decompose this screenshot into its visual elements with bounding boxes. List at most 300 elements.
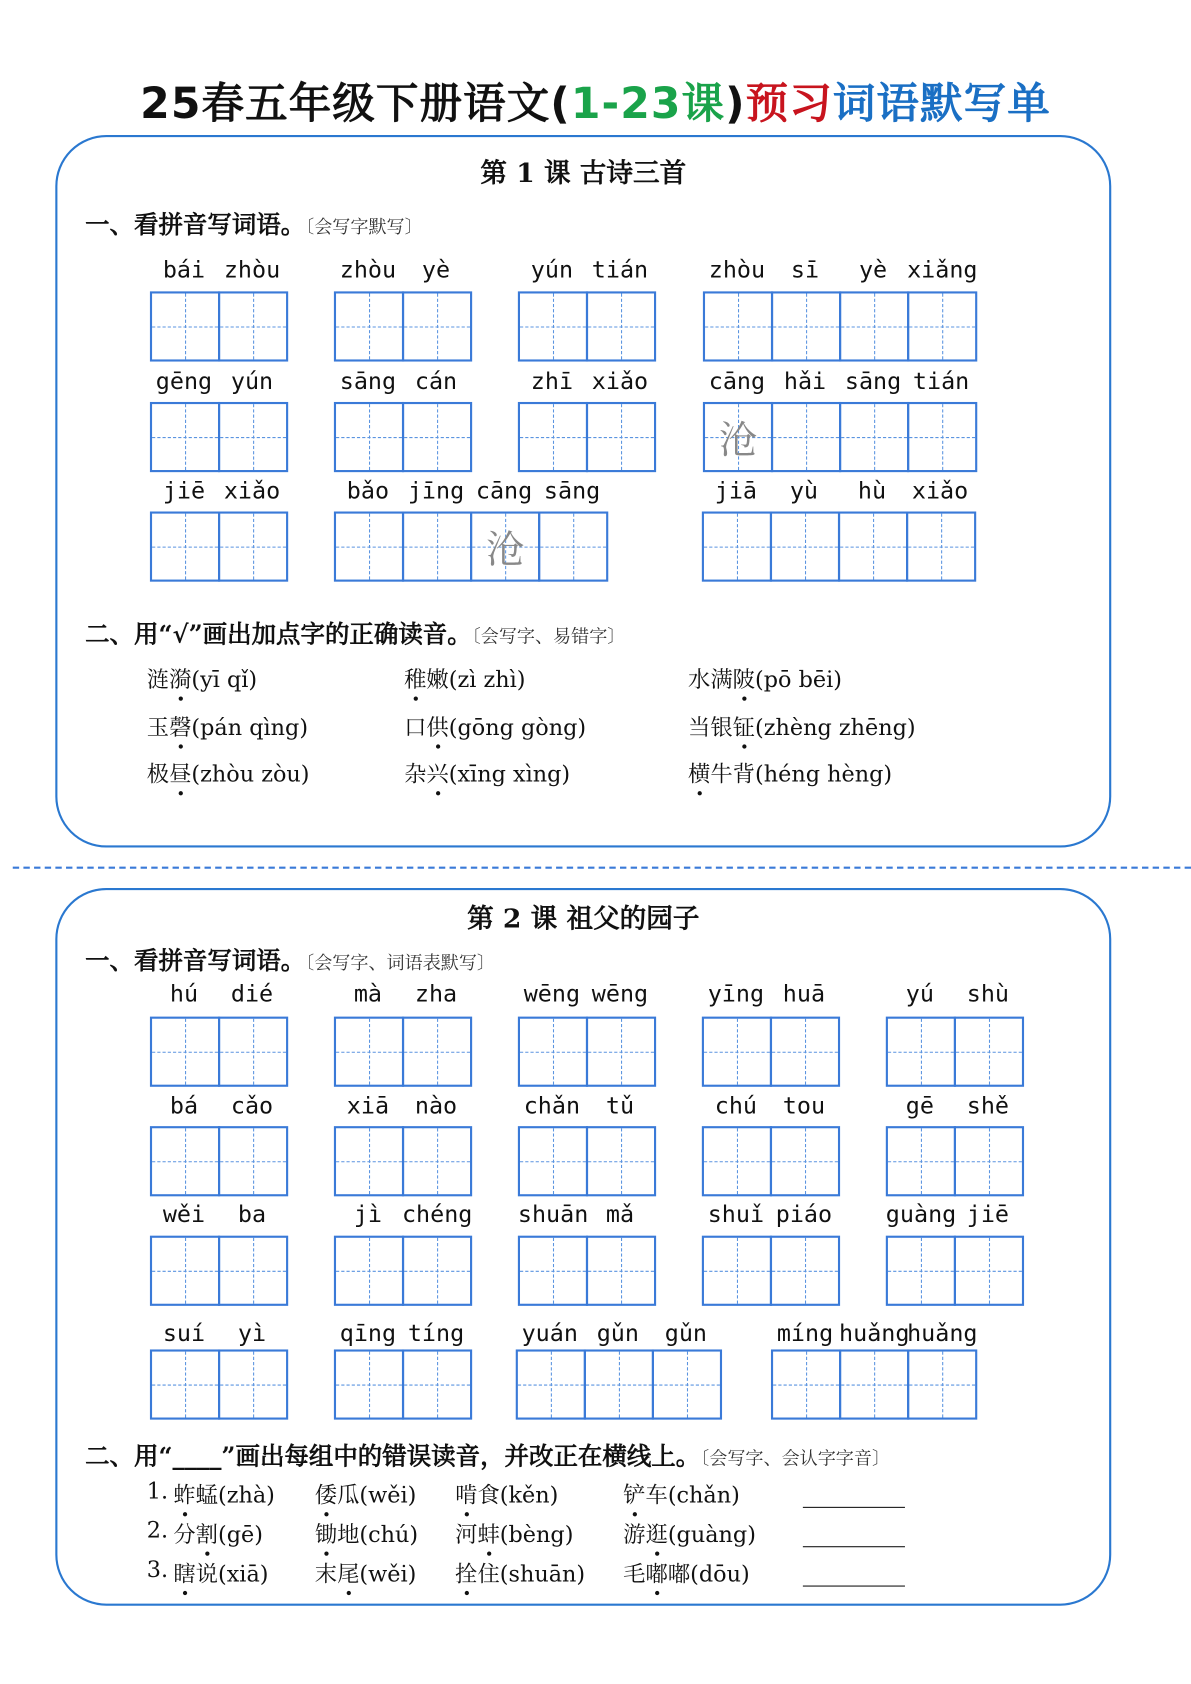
dotted-character: 逛 (645, 1517, 667, 1549)
pronunciation-item (688, 757, 892, 789)
dotted-character: 瞎 (173, 1557, 195, 1589)
pinyin-syllable: zhòu (339, 257, 397, 284)
pinyin-options[interactable]: (pán qìng) (191, 714, 309, 741)
pinyin-syllable: sī (790, 257, 820, 284)
dotted-character: 蚱 (173, 1478, 195, 1510)
title-preview: 预习 (745, 79, 833, 129)
tianzige-cell[interactable] (518, 291, 588, 361)
pinyin-label (703, 257, 978, 284)
pinyin-options[interactable]: (pō bēi) (755, 666, 842, 693)
pinyin-label (150, 257, 286, 284)
pronunciation-item (315, 1517, 418, 1549)
writing-grid (702, 1126, 840, 1196)
writing-grid (334, 402, 472, 472)
writing-grid (886, 1126, 1024, 1196)
tianzige-cell[interactable] (907, 291, 977, 361)
tianzige-cell[interactable] (334, 1126, 404, 1196)
tianzige-cell[interactable] (839, 402, 909, 472)
pinyin-syllable: gēng (155, 368, 213, 396)
pinyin-syllable: cǎo (230, 1093, 274, 1120)
writing-grid (150, 1349, 288, 1419)
lesson2-section2-heading (85, 1437, 890, 1472)
pinyin-syllable: hǎi (783, 368, 827, 396)
word-suffix: 说 (195, 1561, 218, 1587)
divider-dashed (13, 867, 1191, 869)
pronunciation-item (173, 1478, 275, 1510)
tianzige-cell[interactable] (886, 1236, 956, 1306)
tianzige-cell[interactable] (954, 1126, 1024, 1196)
section-note: 〔会写字、会认字字音〕 (700, 1448, 891, 1470)
writing-grid (703, 402, 977, 472)
dotted-character: 钲 (733, 710, 755, 742)
pinyin-label (334, 1321, 470, 1348)
pinyin-syllable: jiē (966, 1201, 1010, 1229)
pinyin-options[interactable]: (xīng xìng) (448, 761, 571, 787)
tianzige-cell[interactable] (402, 402, 472, 472)
title-dictation: 词语默写单 (832, 79, 1051, 129)
tianzige-cell[interactable] (218, 511, 288, 581)
section-note: 〔会写字默写〕 (305, 216, 423, 239)
pinyin-syllable: chú (714, 1093, 758, 1120)
pinyin-syllable: bǎo (346, 478, 390, 506)
pinyin-options[interactable]: (bèng) (499, 1521, 574, 1548)
writing-grid (334, 511, 608, 581)
dotted-character: 铲 (623, 1478, 645, 1510)
row-number: 2. (146, 1517, 169, 1543)
pinyin-options[interactable]: (wěi) (359, 1482, 417, 1508)
dotted-character: 昼 (169, 757, 191, 789)
writing-grid (150, 402, 288, 472)
tianzige-cell[interactable] (334, 402, 404, 472)
tianzige-cell[interactable] (218, 1236, 288, 1306)
pinyin-syllable: bái (162, 257, 206, 284)
pinyin-syllable: mà (353, 981, 383, 1009)
tianzige-cell[interactable] (586, 1236, 656, 1306)
pinyin-label (334, 479, 606, 506)
pinyin-syllable: yù (789, 478, 819, 506)
tianzige-cell[interactable] (150, 1017, 220, 1087)
pinyin-options[interactable]: (yī qǐ) (191, 666, 258, 693)
pinyin-syllable: yè (421, 257, 451, 284)
tianzige-cell[interactable] (954, 1017, 1024, 1087)
writing-grid (334, 291, 472, 361)
pinyin-syllable: bá (169, 1093, 199, 1120)
word-suffix: 嘟 (667, 1561, 691, 1587)
dotted-character: 稚 (404, 662, 426, 694)
pinyin-syllable: chéng (401, 1201, 473, 1229)
pinyin-label (516, 1321, 720, 1348)
pinyin-syllable: huǎng (839, 1320, 910, 1348)
tianzige-cell[interactable] (518, 1236, 588, 1306)
tianzige-cell[interactable] (150, 1126, 220, 1196)
dotted-character: 嘟 (645, 1557, 667, 1589)
tianzige-cell[interactable] (470, 511, 540, 581)
tianzige-cell[interactable] (770, 1126, 840, 1196)
writing-grid (702, 511, 976, 581)
pronunciation-item (688, 662, 842, 694)
tianzige-cell[interactable] (838, 511, 908, 581)
pinyin-options[interactable]: (gē) (217, 1521, 263, 1548)
writing-grid (150, 1017, 288, 1087)
lesson1-section1-heading (85, 205, 423, 240)
tianzige-cell[interactable] (402, 1017, 472, 1087)
writing-grid (334, 1017, 472, 1087)
pinyin-syllable: yīng (707, 981, 765, 1009)
dotted-character: 拴 (455, 1557, 477, 1589)
writing-grid (518, 1017, 656, 1087)
pinyin-syllable: jì (353, 1201, 383, 1229)
pinyin-syllable: yuán (521, 1320, 578, 1348)
pinyin-syllable: shù (966, 981, 1010, 1009)
pinyin-options[interactable]: (zhòu zòu) (191, 761, 310, 787)
pronunciation-item (173, 1557, 268, 1589)
pinyin-syllable: yún (530, 257, 574, 284)
writing-grid (150, 1236, 288, 1306)
pinyin-syllable: yún (230, 368, 274, 396)
pinyin-syllable: sāng (543, 478, 601, 506)
word-prefix: 毛 (623, 1561, 646, 1587)
word-prefix: 杂 (404, 761, 427, 787)
tianzige-cell[interactable] (770, 1236, 840, 1306)
pinyin-syllable: cán (414, 368, 458, 396)
pinyin-label (702, 1202, 838, 1229)
pinyin-syllable: gē (905, 1093, 934, 1120)
word-suffix: 蜢 (195, 1482, 218, 1508)
tianzige-cell[interactable] (150, 511, 220, 581)
word-suffix: 住 (477, 1561, 500, 1587)
pinyin-label (886, 1093, 1022, 1120)
tianzige-cell[interactable] (702, 1126, 772, 1196)
pinyin-label (334, 1093, 470, 1120)
tianzige-cell[interactable] (334, 1349, 404, 1419)
pinyin-label (334, 1201, 473, 1229)
pinyin-label (518, 1202, 654, 1229)
section-label: 二、用“√”画出加点字的正确读音。 (85, 619, 472, 649)
section-label: 二、用“____”画出每组中的错误读音，并改正在横线上。 (85, 1441, 701, 1471)
dotted-character: 啃 (455, 1478, 477, 1510)
pinyin-label (518, 257, 654, 284)
pinyin-syllable: ba (237, 1201, 267, 1229)
pinyin-label (334, 257, 470, 284)
writing-grid (702, 1017, 840, 1087)
row-number: 3. (146, 1556, 169, 1583)
tianzige-cell[interactable] (703, 402, 773, 472)
tianzige-cell[interactable] (402, 1349, 472, 1419)
pinyin-syllable: piáo (775, 1201, 833, 1229)
pronunciation-item (147, 710, 308, 742)
pinyin-syllable: jīng (407, 478, 465, 506)
tianzige-cell[interactable] (516, 1349, 586, 1419)
tianzige-cell[interactable] (334, 1017, 404, 1087)
title-main: 25春五年级下册语文( (140, 79, 571, 129)
word-prefix: 末 (314, 1561, 338, 1587)
lesson1-section2-heading (85, 615, 625, 650)
pinyin-syllable: wēng (523, 981, 581, 1009)
section-note: 〔会写字、易错字〕 (471, 626, 626, 648)
pinyin-options[interactable]: (gōng gòng) (448, 714, 587, 741)
pronunciation-item (623, 1557, 750, 1589)
pinyin-syllable: chǎn (523, 1093, 581, 1120)
writing-grid (771, 1349, 977, 1419)
writing-grid (518, 291, 656, 361)
dotted-character: 供 (426, 710, 448, 742)
pronunciation-item (455, 1478, 558, 1510)
lesson1-heading: 第 1 课 古诗三首 (480, 157, 687, 189)
writing-grid (334, 1236, 472, 1306)
tianzige-cell[interactable] (586, 402, 656, 472)
word-suffix: 地 (337, 1521, 360, 1548)
dotted-character: 磬 (169, 710, 191, 742)
tianzige-cell[interactable] (907, 402, 977, 472)
pinyin-label (886, 982, 1022, 1009)
pinyin-syllable: shuān (517, 1201, 589, 1229)
writing-grid (886, 1236, 1024, 1306)
pronunciation-item (404, 710, 586, 742)
pinyin-label (334, 982, 470, 1009)
pinyin-syllable: jiā (714, 478, 758, 506)
pinyin-syllable: míng (776, 1320, 834, 1348)
tianzige-cell[interactable] (150, 1236, 220, 1306)
pinyin-syllable: xiǎo (223, 478, 281, 506)
pinyin-syllable: tou (782, 1093, 826, 1120)
dotted-character: 割 (196, 1517, 218, 1549)
pinyin-options[interactable]: (xiā) (217, 1561, 269, 1587)
tianzige-cell[interactable] (770, 1017, 840, 1087)
answer-blank[interactable] (803, 1545, 905, 1547)
word-prefix: 当银 (688, 714, 733, 741)
tianzige-cell[interactable] (402, 291, 472, 361)
pinyin-syllable: xiǎo (911, 478, 969, 506)
pinyin-options[interactable]: (zhà) (217, 1482, 275, 1508)
tianzige-cell[interactable] (886, 1017, 956, 1087)
tianzige-cell[interactable] (954, 1236, 1024, 1306)
pinyin-syllable: zhòu (708, 257, 766, 284)
writing-grid (886, 1017, 1024, 1087)
pinyin-syllable: gǔn (664, 1320, 708, 1348)
pinyin-label (702, 479, 974, 506)
pinyin-syllable: zhòu (223, 257, 281, 284)
pinyin-syllable: xiā (346, 1093, 390, 1120)
pinyin-syllable: shuǐ (707, 1201, 765, 1229)
tianzige-cell[interactable] (150, 291, 220, 361)
pinyin-syllable: zha (414, 981, 458, 1009)
tianzige-cell[interactable] (402, 1236, 472, 1306)
title-paren: ) (725, 79, 746, 129)
section-note: 〔会写字、词语表默写〕 (305, 952, 496, 975)
pinyin-syllable: yì (237, 1320, 267, 1348)
pinyin-syllable: hù (857, 478, 887, 506)
pinyin-syllable: cāng (475, 478, 533, 506)
dotted-character: 漪 (169, 662, 191, 694)
tianzige-cell[interactable] (218, 291, 288, 361)
pronunciation-item (623, 1517, 756, 1549)
tianzige-cell[interactable] (334, 511, 404, 581)
tianzige-cell[interactable] (702, 511, 772, 581)
pinyin-syllable: sāng (844, 368, 902, 396)
pinyin-syllable: nào (414, 1093, 458, 1120)
tianzige-cell[interactable] (702, 1017, 772, 1087)
pinyin-syllable: tíng (407, 1320, 465, 1348)
pinyin-syllable: suí (162, 1320, 206, 1348)
pinyin-syllable: hú (169, 981, 199, 1009)
pinyin-label (702, 1093, 838, 1120)
pinyin-label (771, 1320, 978, 1348)
writing-grid (150, 1126, 288, 1196)
tianzige-cell[interactable] (538, 511, 608, 581)
pinyin-label (150, 982, 286, 1009)
word-suffix: 瓜 (337, 1482, 360, 1508)
writing-grid (518, 1126, 656, 1196)
writing-grid (703, 291, 977, 361)
tianzige-cell[interactable] (402, 1126, 472, 1196)
writing-grid (150, 291, 288, 361)
dotted-character: 陂 (733, 662, 755, 694)
tianzige-cell[interactable] (150, 1349, 220, 1419)
pinyin-syllable: jiē (162, 478, 206, 506)
pinyin-syllable: tǔ (605, 1093, 635, 1120)
pinyin-syllable: sāng (339, 368, 397, 396)
pinyin-syllable: dié (230, 981, 274, 1009)
pinyin-syllable: mǎ (605, 1201, 635, 1229)
pinyin-label (703, 369, 975, 396)
pinyin-options[interactable]: (zì zhì) (448, 666, 526, 693)
writing-grid (334, 1126, 472, 1196)
pinyin-label (150, 479, 286, 506)
pronunciation-item (173, 1517, 263, 1549)
pinyin-syllable: xiǎng (907, 257, 978, 284)
tianzige-cell[interactable] (334, 1236, 404, 1306)
tianzige-cell[interactable] (771, 1349, 841, 1419)
pronunciation-item (623, 1478, 740, 1510)
dotted-character: 锄 (315, 1517, 337, 1549)
pronunciation-item (404, 662, 525, 694)
answer-blank[interactable] (803, 1584, 905, 1586)
word-suffix: 车 (645, 1482, 668, 1508)
word-prefix: 河 (455, 1521, 478, 1548)
page-title (0, 70, 1191, 131)
pinyin-label (150, 1202, 286, 1229)
dotted-character: 蚌 (477, 1517, 499, 1549)
pinyin-syllable: tián (912, 368, 970, 396)
section-label: 一、看拼音写词语。 (85, 210, 306, 240)
pinyin-syllable: wěi (162, 1201, 206, 1229)
pinyin-options[interactable]: (kěn) (499, 1482, 559, 1508)
tianzige-cell[interactable] (402, 511, 472, 581)
pinyin-syllable: huā (782, 981, 826, 1009)
tianzige-cell[interactable] (702, 1236, 772, 1306)
tianzige-cell[interactable] (771, 291, 841, 361)
tianzige-cell[interactable] (584, 1349, 654, 1419)
tianzige-cell[interactable] (906, 511, 976, 581)
tianzige-cell[interactable] (586, 1017, 656, 1087)
pinyin-label (518, 369, 654, 396)
tianzige-cell[interactable] (518, 1017, 588, 1087)
tianzige-cell[interactable] (218, 1017, 288, 1087)
word-prefix: 分 (173, 1521, 196, 1548)
pinyin-label (150, 1321, 286, 1348)
pinyin-syllable: zhī (530, 368, 574, 396)
pinyin-label (150, 369, 286, 396)
hint-character: 沧 (718, 418, 758, 463)
word-suffix: 食 (477, 1482, 500, 1508)
pinyin-options[interactable]: (shuān) (499, 1561, 586, 1587)
tianzige-cell[interactable] (839, 1349, 909, 1419)
pronunciation-item (688, 710, 916, 742)
pinyin-options[interactable]: (guàng) (667, 1521, 756, 1548)
tianzige-cell[interactable] (907, 1349, 977, 1419)
word-suffix: 嫩 (426, 666, 449, 693)
dotted-character: 兴 (426, 757, 448, 789)
tianzige-cell[interactable] (218, 1126, 288, 1196)
tianzige-cell[interactable] (218, 1349, 288, 1419)
title-range: 1-23课 (570, 79, 726, 129)
tianzige-cell[interactable] (150, 402, 220, 472)
word-suffix: 牛背 (710, 761, 756, 787)
pronunciation-item (455, 1517, 573, 1549)
tianzige-cell[interactable] (652, 1349, 722, 1419)
writing-grid (518, 1236, 656, 1306)
pronunciation-item (315, 1478, 417, 1510)
word-prefix: 游 (623, 1521, 646, 1548)
word-prefix: 水满 (688, 666, 733, 693)
hint-character: 沧 (485, 527, 525, 572)
pronunciation-item (455, 1557, 585, 1589)
writing-grid (702, 1236, 840, 1306)
writing-grid (334, 1349, 472, 1419)
writing-grid (518, 402, 656, 472)
tianzige-cell[interactable] (586, 291, 656, 361)
dotted-character: 横 (688, 757, 710, 789)
pinyin-syllable: yú (905, 981, 934, 1009)
tianzige-cell[interactable] (703, 291, 773, 361)
pinyin-options[interactable]: (dōu) (690, 1561, 750, 1587)
tianzige-cell[interactable] (218, 402, 288, 472)
tianzige-cell[interactable] (770, 511, 840, 581)
pinyin-options[interactable]: (chú) (359, 1521, 419, 1548)
tianzige-cell[interactable] (518, 402, 588, 472)
lesson2-section1-heading (85, 941, 495, 976)
word-prefix: 极 (146, 761, 170, 787)
pronunciation-item (404, 757, 570, 789)
pinyin-options[interactable]: (zhèng zhēng) (755, 714, 916, 741)
pinyin-options[interactable]: (chǎn) (667, 1482, 740, 1508)
pinyin-label (702, 982, 838, 1009)
tianzige-cell[interactable] (518, 1126, 588, 1196)
tianzige-cell[interactable] (334, 291, 404, 361)
tianzige-cell[interactable] (586, 1126, 656, 1196)
pinyin-options[interactable]: (wěi) (359, 1561, 417, 1587)
lesson2-heading: 第 2 课 祖父的园子 (467, 902, 700, 934)
pinyin-options[interactable]: (héng hèng) (755, 761, 893, 787)
pinyin-syllable: xiǎo (591, 368, 649, 396)
pinyin-syllable: tián (591, 257, 649, 284)
answer-blank[interactable] (803, 1506, 905, 1508)
dotted-character: 尾 (337, 1557, 359, 1589)
word-prefix: 口 (404, 714, 427, 741)
pinyin-label (334, 369, 470, 396)
tianzige-cell[interactable] (771, 402, 841, 472)
tianzige-cell[interactable] (839, 291, 909, 361)
pinyin-label (518, 1093, 654, 1120)
pronunciation-item (147, 757, 310, 789)
pronunciation-item (315, 1557, 417, 1589)
tianzige-cell[interactable] (886, 1126, 956, 1196)
row-number: 1. (146, 1478, 169, 1504)
word-prefix: 涟 (146, 666, 170, 693)
writing-grid (516, 1349, 722, 1419)
pinyin-syllable: qīng (339, 1320, 397, 1348)
pinyin-syllable: gǔn (596, 1320, 639, 1348)
